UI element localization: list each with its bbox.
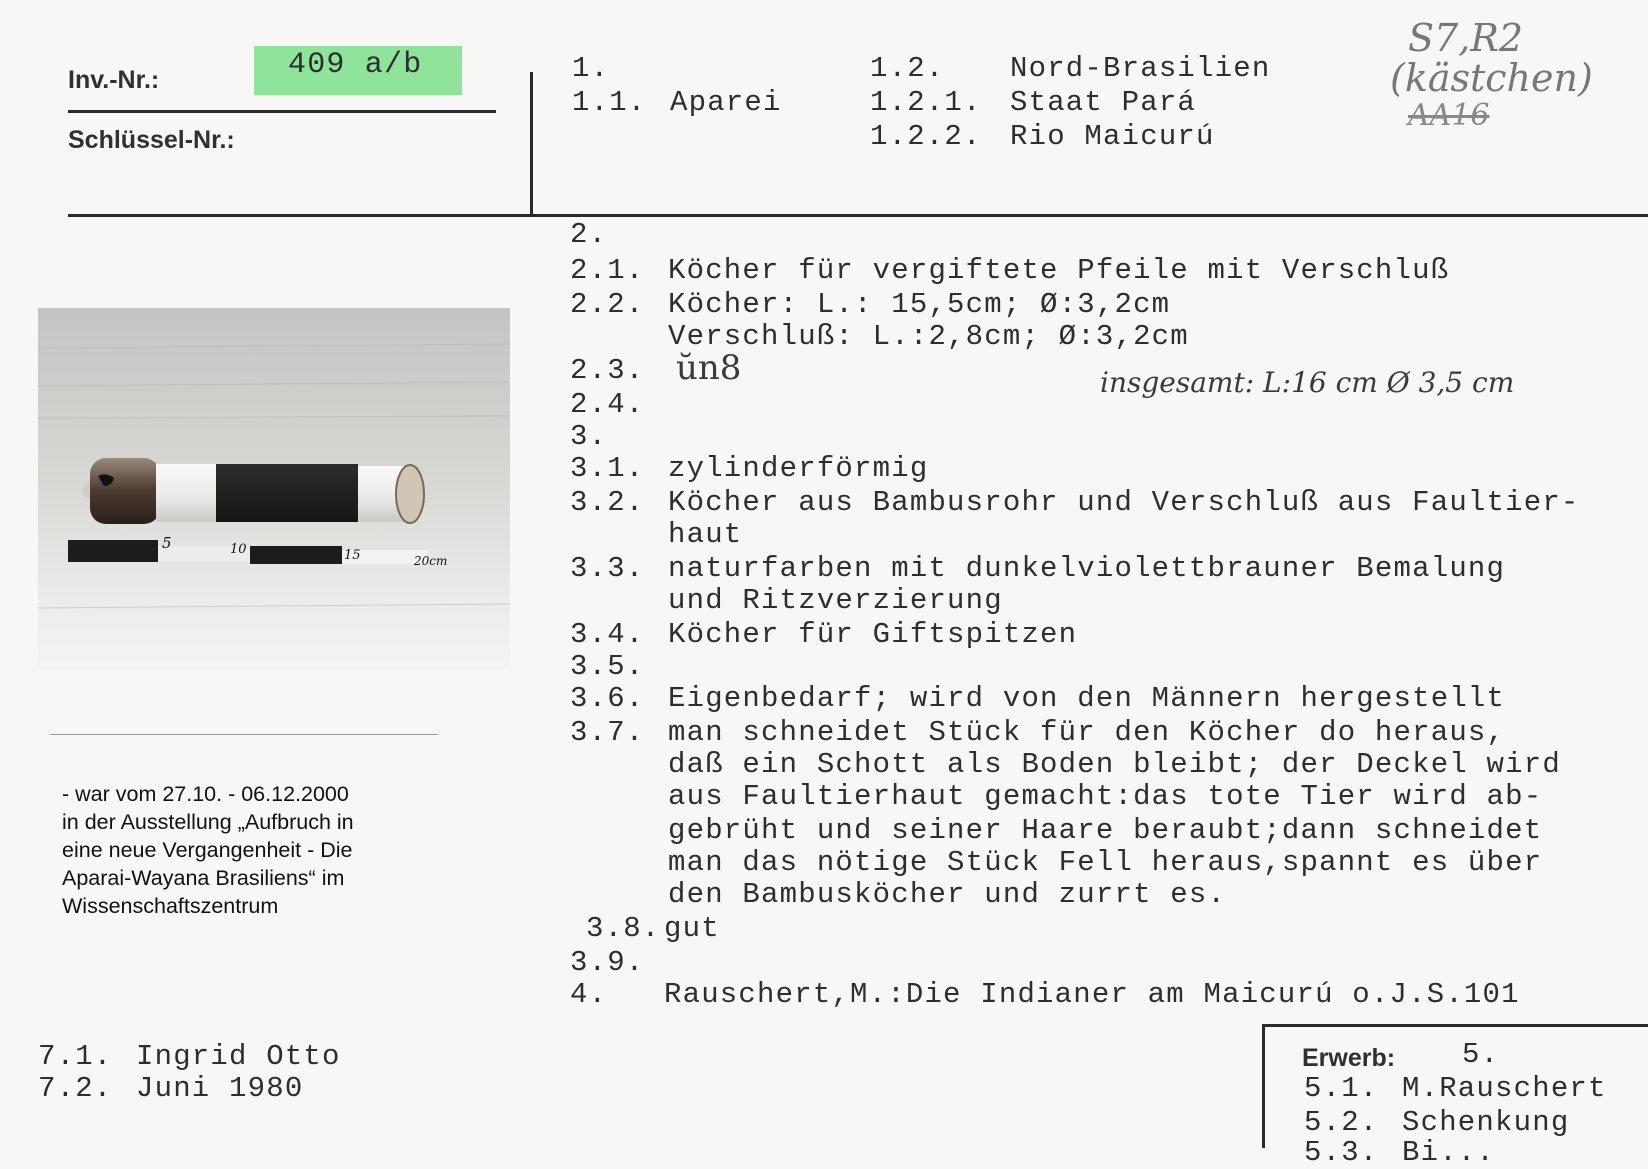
inv-underline <box>68 110 496 113</box>
field-2-1-value: Köcher für vergiftete Pfeile mit Verschluß <box>668 254 1450 287</box>
field-3-6-number: 3.6. <box>570 682 645 715</box>
exhibition-note-line2: in der Ausstellung „Aufbruch in <box>62 810 354 834</box>
field-3-9-number: 3.9. <box>570 946 645 979</box>
field-3-2-value-line1: Köcher aus Bambusrohr und Verschluß aus Faultier- <box>668 486 1580 519</box>
field-5-1-value: M.Rauschert <box>1402 1072 1607 1105</box>
archive-note-old: AA16 <box>1408 98 1490 133</box>
scale-label-5: 5 <box>162 534 172 552</box>
field-1-1-number: 1.1. <box>572 86 647 119</box>
field-2-3-number: 2.3. <box>570 354 645 387</box>
field-5-1-number: 5.1. <box>1304 1072 1379 1105</box>
field-3-2-value-line2: haut <box>668 518 743 551</box>
field-2-number: 2. <box>570 218 608 251</box>
archive-note-location: S7,R2 <box>1408 16 1524 60</box>
exhibition-note-line5: Wissenschaftszentrum <box>62 894 279 918</box>
field-5-3-value: Bi... <box>1402 1136 1496 1169</box>
field-1-2-value: Nord-Brasilien <box>1010 52 1271 85</box>
scale-label-10: 10 <box>230 542 247 557</box>
field-5-2-value: Schenkung <box>1402 1106 1570 1139</box>
field-1-2-1-value: Staat Pará <box>1010 86 1197 119</box>
field-3-number: 3. <box>570 420 608 453</box>
field-7-2-value: Juni 1980 <box>136 1072 304 1105</box>
field-3-6-value: Eigenbedarf; wird von den Männern hergestellt <box>668 682 1506 715</box>
inv-label: Inv.-Nr.: <box>68 66 160 94</box>
field-2-2-value-quiver: Köcher: L.: 15,5cm; Ø:3,2cm <box>668 288 1171 321</box>
exhibition-note-line3: eine neue Vergangenheit - Die <box>62 838 353 862</box>
field-3-2-number: 3.2. <box>570 486 645 519</box>
acquisition-box-left <box>1262 1024 1265 1148</box>
field-7-1-value: Ingrid Otto <box>136 1040 341 1073</box>
field-3-3-value-line1: naturfarben mit dunkelviolettbrauner Bemalung <box>668 552 1506 585</box>
field-3-7-line3: aus Faultierhaut gemacht:das tote Tier wird ab- <box>668 780 1543 813</box>
acquisition-box-top <box>1262 1024 1648 1027</box>
field-3-7-line1: man schneidet Stück für den Köcher do heraus, <box>668 716 1506 749</box>
archive-note-box: (kästchen) <box>1390 56 1593 100</box>
field-5-2-number: 5.2. <box>1304 1106 1379 1139</box>
field-2-1-number: 2.1. <box>570 254 645 287</box>
field-3-5-number: 3.5. <box>570 650 645 683</box>
field-5-number: 5. <box>1462 1038 1500 1071</box>
field-2-2-value-lid: Verschluß: L.:2,8cm; Ø:3,2cm <box>668 320 1189 353</box>
header-horizontal-divider <box>68 214 1648 217</box>
field-2-2-number: 2.2. <box>570 288 645 321</box>
field-3-3-value-line2: und Ritzverzierung <box>668 584 1003 617</box>
field-7-2-number: 7.2. <box>38 1072 113 1105</box>
field-1-1-value: Aparei <box>670 86 782 119</box>
field-1-2-2-number: 1.2.2. <box>870 120 982 153</box>
field-3-1-number: 3.1. <box>570 452 645 485</box>
field-2-3-handwritten: ŭn8 <box>676 348 742 388</box>
field-3-7-line2: daß ein Schott als Boden bleibt; der Deckel wird <box>668 748 1561 781</box>
field-4-value: Rauschert,M.:Die Indianer am Maicurú o.J.S.101 <box>664 978 1520 1011</box>
field-1-2-number: 1.2. <box>870 52 945 85</box>
field-2-4-number: 2.4. <box>570 388 645 421</box>
photo-graphic <box>38 308 510 670</box>
field-3-7-line6: den Bambusköcher und zurrt es. <box>668 878 1227 911</box>
scale-label-20: 20cm <box>414 554 448 568</box>
field-3-7-line4: gebrüht und seiner Haare beraubt;dann schneidet <box>668 814 1543 847</box>
photo-separator <box>50 734 438 735</box>
inv-value: 409 a/b <box>288 48 423 82</box>
header-vertical-divider <box>530 72 533 217</box>
field-3-1-value: zylinderförmig <box>668 452 929 485</box>
field-5-3-number: 5.3. <box>1304 1136 1379 1169</box>
field-3-4-number: 3.4. <box>570 618 645 651</box>
total-size-handwritten: insgesamt: L:16 cm Ø 3,5 cm <box>1100 366 1515 399</box>
acquisition-label: Erwerb: <box>1302 1044 1396 1072</box>
field-1-number: 1. <box>572 52 610 85</box>
field-3-3-number: 3.3. <box>570 552 645 585</box>
scale-label-15: 15 <box>344 548 361 563</box>
field-3-8-number: 3.8. <box>586 912 661 945</box>
exhibition-note-line4: Aparai-Wayana Brasiliens“ im <box>62 866 345 890</box>
field-1-2-2-value: Rio Maicurú <box>1010 120 1215 153</box>
field-1-2-1-number: 1.2.1. <box>870 86 982 119</box>
field-3-4-value: Köcher für Giftspitzen <box>668 618 1078 651</box>
field-7-1-number: 7.1. <box>38 1040 113 1073</box>
exhibition-note-line1: - war vom 27.10. - 06.12.2000 <box>62 782 349 806</box>
field-3-7-number: 3.7. <box>570 716 645 749</box>
field-4-number: 4. <box>570 978 608 1011</box>
key-label: Schlüssel-Nr.: <box>68 126 235 154</box>
object-photo <box>38 308 510 670</box>
field-3-7-line5: man das nötige Stück Fell heraus,spannt es über <box>668 846 1543 879</box>
exhibition-note <box>62 780 354 920</box>
field-3-8-value: gut <box>664 912 720 945</box>
